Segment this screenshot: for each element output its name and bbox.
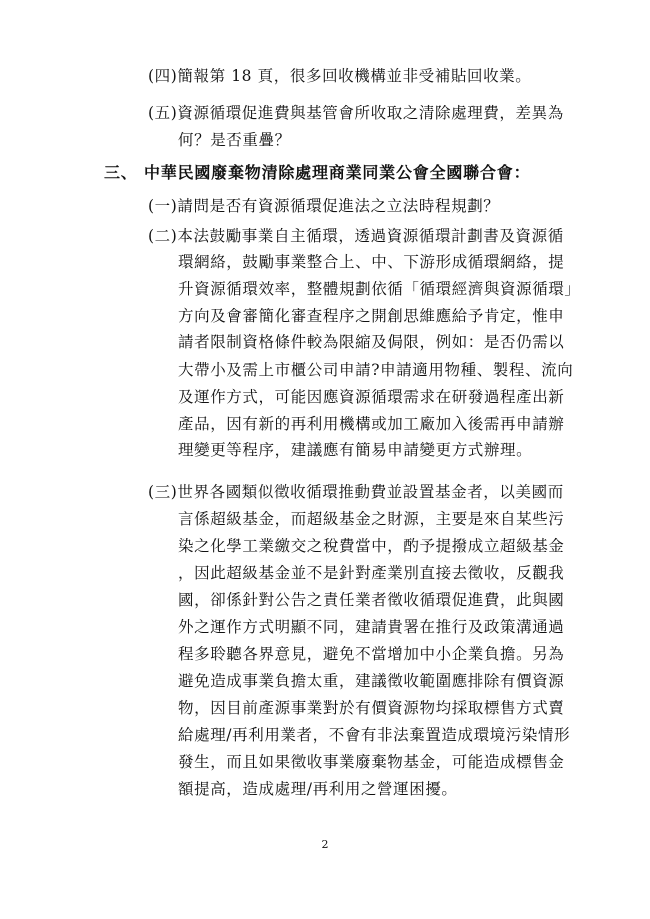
paragraph-line: (一)請問是否有資源循環促進法之立法時程規劃？ [148,197,500,215]
paragraph-line: 升資源循環效率，整體規劃依循「循環經濟與資源循環」 [178,280,581,298]
section-heading: 三、 中華民國廢棄物清除處理商業同業公會全國聯合會： [104,163,531,182]
paragraph-line: 理變更等程序，建議應有簡易申請變更方式辦理。 [178,441,533,459]
paragraph-line: 言係超級基金，而超級基金之財源，主要是來自某些污 [178,510,565,528]
paragraph-line: 方向及會審簡化審查程序之開創思維應給予肯定，惟申 [178,307,565,325]
paragraph-line: 何？是否重疊？ [178,131,291,149]
paragraph-line: (四)簡報第 18 頁，很多回收機構並非受補貼回收業。 [148,67,532,85]
paragraph-line: 染之化學工業繳交之稅費當中，酌予提撥成立超級基金 [178,537,565,555]
paragraph-line: 國，卻係針對公告之責任業者徵收循環促進費，此與國 [178,591,565,609]
paragraph-line: 程多聆聽各界意見，避免不當增加中小企業負擔。另為 [178,645,565,663]
paragraph-line: 環網絡，鼓勵事業整合上、中、下游形成循環網絡，提 [178,253,565,271]
paragraph-line: (五)資源循環促進費與基管會所收取之清除處理費，差異為 [148,104,564,122]
paragraph-line: 避免造成事業負擔太重，建議徵收範圍應排除有價資源 [178,672,565,690]
paragraph-line: 產品，因有新的再利用機構或加工廠加入後需再申請辦 [178,415,565,433]
paragraph-line: 發生，而且如果徵收事業廢棄物基金，可能造成標售金 [178,753,565,771]
paragraph-line: 及運作方式，可能因應資源循環需求在研發過程產出新 [178,388,565,406]
page-number: 2 [321,838,329,851]
paragraph-line: (三)世界各國類似徵收循環推動費並設置基金者，以美國而 [148,483,564,501]
paragraph-line: 額提高，造成處理/再利用之營運困擾。 [178,780,458,798]
paragraph-line: 物，因目前產源事業對於有價資源物均採取標售方式賣 [178,699,565,717]
paragraph-line: (二)本法鼓勵事業自主循環，透過資源循環計劃書及資源循 [148,227,564,245]
paragraph-line: 外之運作方式明顯不同，建請貴署在推行及政策溝通過 [178,618,565,636]
paragraph-line: ，因此超級基金並不是針對產業別直接去徵收，反觀我 [178,564,565,582]
paragraph-line: 請者限制資格條件較為限縮及侷限，例如：是否仍需以 [178,333,565,351]
paragraph-line: 大帶小及需上市櫃公司申請?申請適用物種、製程、流向 [178,361,574,379]
paragraph-line: 給處理/再利用業者，不會有非法棄置造成環境污染情形 [178,726,571,744]
